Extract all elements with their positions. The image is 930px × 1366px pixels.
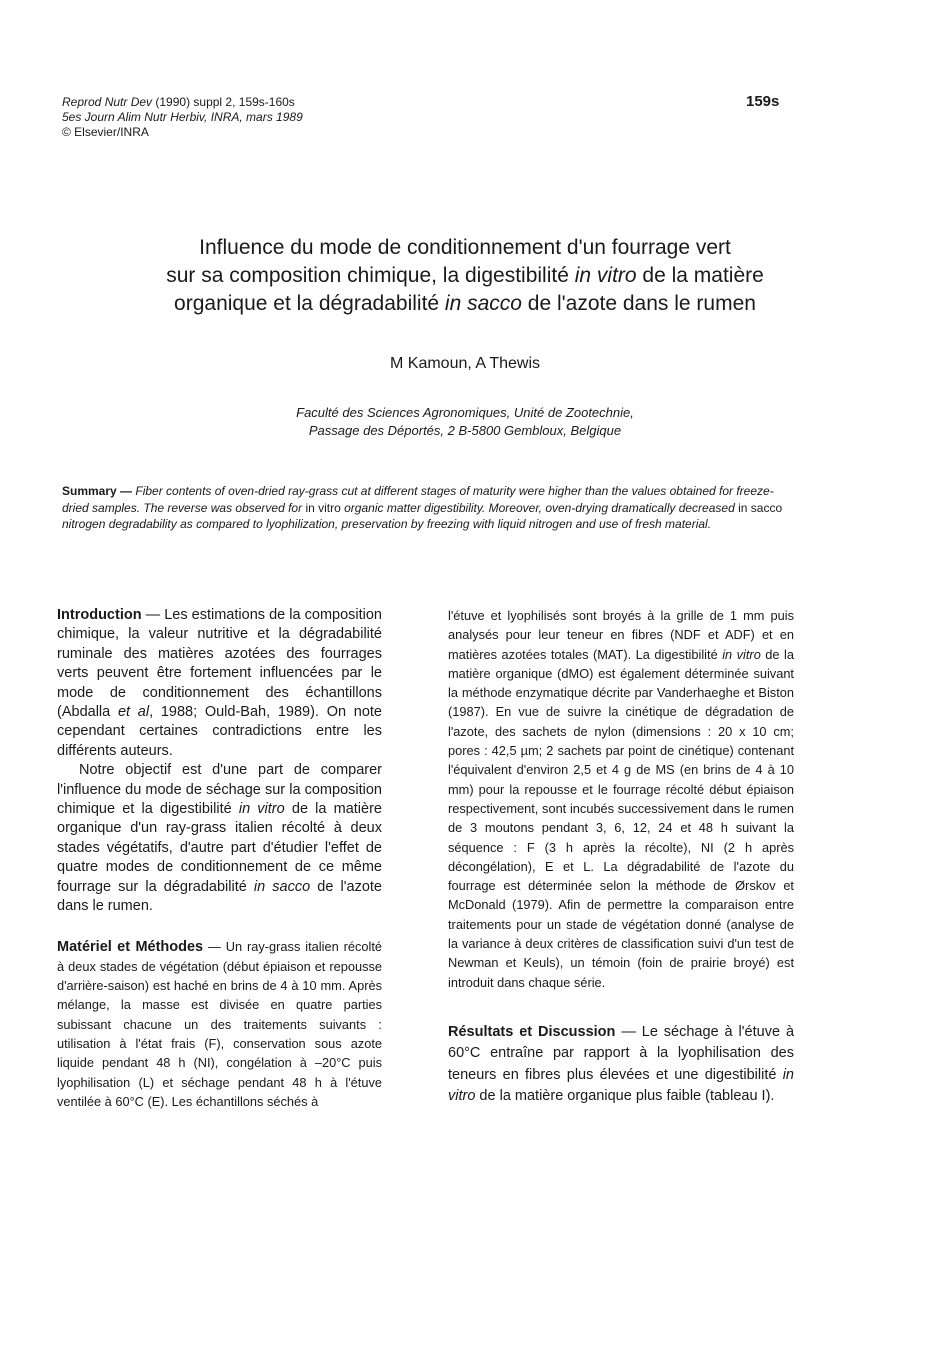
- page-number: 159s: [746, 93, 780, 110]
- paper-title: [60, 234, 870, 318]
- intro-paragraph-1: Introduction — Les estimations de la composition chimique, la valeur nutritive et la dégradabilité ruminale des matières azotées des fourrages verts peuvent être fortement influencées par le mode de conditionnement des échantillons (Abdalla et al, 1988; Ould-Bah, 1989). On note cependant certaines contradictions entre les différents auteurs.: [57, 607, 382, 759]
- authors: M Kamoun, A Thewis: [390, 355, 540, 372]
- intro-heading: Introduction: [57, 607, 142, 623]
- methods-paragraph-2: l'étuve et lyophilisés sont broyés à la grille de 1 mm puis analysés pour leur teneur en fibres (NDF et ADF) et en matières azotées totales (MAT). La digestibilité in vitro de la matière organique (dMO) est également déterminée suivant la méthode enzymatique décrite par Vanderhaeghe et Biston (1987). En vue de suivre la cinétique de dégradation de l'azote, des sachets de nylon (dimensions : 20 x 10 cm; pores : 42,5 µm; 2 sachets par point de cinétique) contenant l'équivalent d'environ 2,5 et 4 g de MS (en brins de 4 à 10 mm) pour la repousse et le fourrage récolté début épiaison respectivement, sont incubés successivement dans le rumen de 3 moutons pendant 3, 6, 12, 24 et 48 h suivant la séquence : F (3 h après la récolte), NI (2 h après décongélation), E et L. La dégradabilité de l'azote du fourrage est déterminée selon la méthode de Ørskov et McDonald (1979). Afin de permettre la comparaison entre traitements pour un stade de végétation donné (analyse de la variance à deux critères de classification suivi d'un test de Newman et Keuls), un témoin (foin de prairie broyé) est introduit dans chaque série.: [448, 608, 794, 990]
- conference-line: 5es Journ Alim Nutr Herbiv, INRA, mars 1989: [62, 110, 303, 124]
- section-gap: [57, 917, 382, 937]
- results-heading: Résultats et Discussion: [448, 1023, 616, 1040]
- title-line-3: organique et la dégradabilité in sacco de l'azote dans le rumen: [174, 292, 756, 315]
- affiliation-line-2: Passage des Déportés, 2 B-5800 Gembloux, Belgique: [308, 423, 622, 438]
- methods-heading: Matériel et Méthodes: [57, 938, 204, 955]
- summary-label: Summary —: [62, 484, 133, 498]
- journal-header: [62, 95, 303, 140]
- intro-paragraph-2: Notre objectif est d'une part de comparer l'influence du mode de séchage sur la composition chimique et la digestibilité in vitro de la matière organique d'un ray-grass italien récolté à deux stades végétatifs, d'autre part d'étudier l'effet de quatre modes de conditionnement de ce même fourrage sur la dégradabilité in sacco de l'azote dans le rumen.: [57, 762, 382, 915]
- affiliation-line-1: Faculté des Sciences Agronomiques, Unité de Zootechnie,: [296, 405, 634, 420]
- title-line-2: sur sa composition chimique, la digestibilité in vitro de la matière: [166, 264, 764, 287]
- methods-paragraph-1: Matériel et Méthodes — Un ray-grass italien récolté à deux stades de végétation (début épiaison et repousse d'arrière-saison) est haché en brins de 4 à 10 mm. Après mélange, la masse est divisée en quatre parties subissant chacune un des traitements suivants : utilisation à l'état frais (F), conservation sous azote liquide pendant 48 h (NI), congélation à –20°C puis lyophilisation (L) et séchage pendant 48 h à l'étuve ventilée à 60°C (E). Les échantillons séchés à: [57, 938, 383, 1109]
- right-column: [448, 606, 794, 1108]
- results-paragraph-1: Résultats et Discussion — Le séchage à l'étuve à 60°C entraîne par rapport à la lyophilisation des teneurs en fibres plus élevées et une digestibilité in vitro de la matière organique plus faible (tableau I).: [448, 1023, 795, 1105]
- affiliation: [60, 404, 870, 440]
- section-gap: [448, 992, 794, 1022]
- journal-citation: Reprod Nutr Dev (1990) suppl 2, 159s-160s: [62, 95, 295, 109]
- title-line-1: Influence du mode de conditionnement d'un fourrage vert: [199, 236, 731, 259]
- left-column: [57, 606, 382, 1111]
- copyright-line: © Elsevier/INRA: [62, 125, 149, 139]
- summary: Summary — Fiber contents of oven-dried ray-grass cut at different stages of maturity were higher than the values obtained for freeze-dried samples. The reverse was observed for in vitro organic matter digestibility. Moreover, oven-drying dramatically decreased in sacco nitrogen degradability as compared to lyophilization, preservation by freezing with liquid nitrogen and use of fresh material.: [62, 484, 783, 531]
